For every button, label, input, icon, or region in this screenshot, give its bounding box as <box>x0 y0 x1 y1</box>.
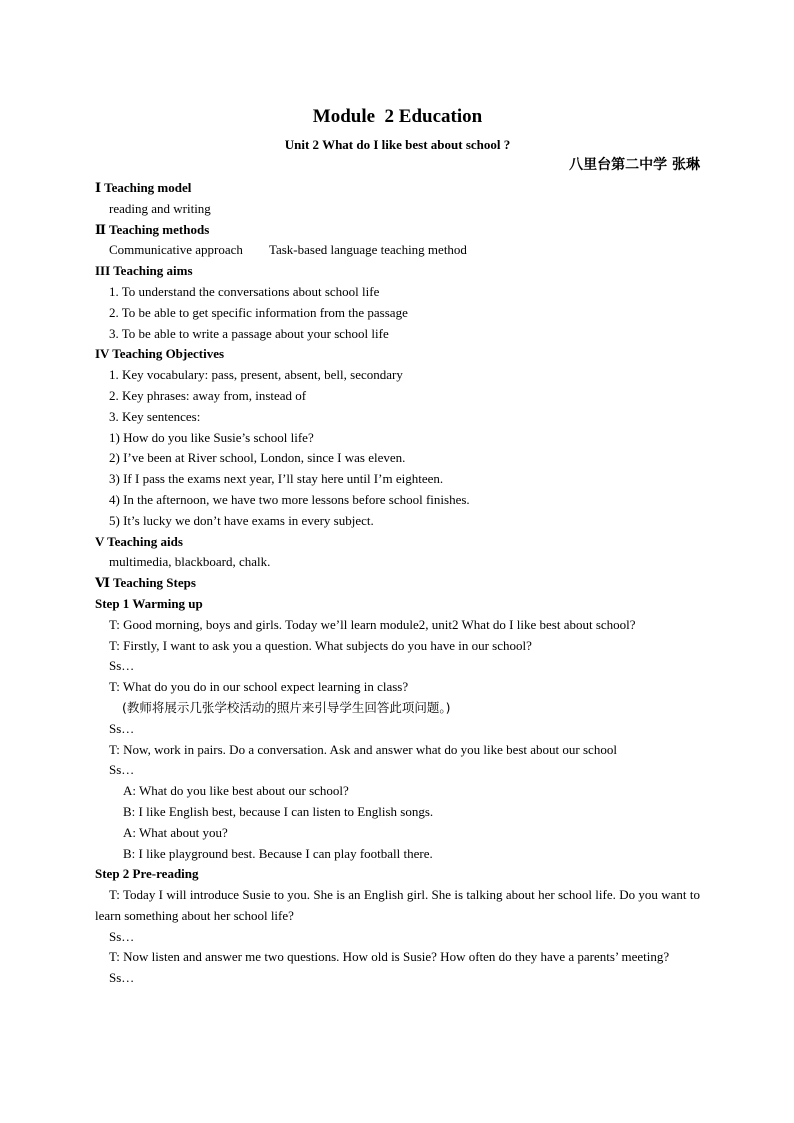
section-heading-teaching-aids: V Teaching aids <box>95 533 183 549</box>
teaching-aids-text: multimedia, blackboard, chalk. <box>109 554 271 570</box>
step1-line: Ss… <box>109 762 135 778</box>
dialogue-line: B: I like playground best. Because I can play football there. <box>123 845 433 861</box>
author-line: 八里台第二中学 张琳 <box>569 157 700 173</box>
step1-line: Ss… <box>109 658 135 674</box>
step1-line: T: What do you do in our school expect learning in class? <box>109 679 409 695</box>
aim-item: 3. To be able to write a passage about your school life <box>109 325 389 341</box>
document-page <box>95 104 700 989</box>
objective-item: 2. Key phrases: away from, instead of <box>109 387 307 403</box>
key-sentence: 4) In the afternoon, we have two more lessons before school finishes. <box>109 491 470 507</box>
document-title: Module 2 Education <box>312 106 483 127</box>
objective-item: 3. Key sentences: <box>109 408 201 424</box>
unit-subtitle: Unit 2 What do I like best about school ? <box>284 137 511 152</box>
step2-paragraph: T: Today I will introduce Susie to you. She is an English girl. She is talking about her school life. Do you want to learn something about her school life? <box>95 887 700 923</box>
aim-item: 2. To be able to get specific information from the passage <box>109 304 408 320</box>
step2-students-reply: Ss… <box>109 970 135 986</box>
teaching-model-text: reading and writing <box>109 200 211 216</box>
step1-line: T: Now, work in pairs. Do a conversation. Ask and answer what do you like best about our school <box>109 741 617 757</box>
step1-heading: Step 1 Warming up <box>95 595 203 611</box>
teaching-methods-text <box>95 240 700 261</box>
step1-line: T: Firstly, I want to ask you a question. What subjects do you have in our school? <box>109 637 532 653</box>
step1-line: Ss… <box>109 720 135 736</box>
key-sentence: 1) How do you like Susie’s school life? <box>109 429 314 445</box>
step2-students-reply: Ss… <box>109 928 135 944</box>
teaching-method-1: Communicative approach <box>109 242 243 258</box>
teacher-note: (教师将展示几张学校活动的照片来引导学生回答此项问题。) <box>122 699 451 715</box>
section-heading-teaching-aims: III Teaching aims <box>95 263 193 279</box>
key-sentence: 2) I’ve been at River school, London, since I was eleven. <box>109 450 406 466</box>
dialogue-line: A: What about you? <box>123 824 228 840</box>
section-heading-teaching-objectives: IV Teaching Objectives <box>95 346 225 362</box>
step2-heading: Step 2 Pre-reading <box>95 866 199 882</box>
objective-item: 1. Key vocabulary: pass, present, absent, bell, secondary <box>109 367 403 383</box>
aim-item: 1. To understand the conversations about school life <box>109 283 380 299</box>
section-heading-teaching-methods: Ⅱ Teaching methods <box>95 221 210 237</box>
section-heading-teaching-steps: Ⅵ Teaching Steps <box>95 575 196 591</box>
key-sentence: 3) If I pass the exams next year, I’ll stay here until I’m eighteen. <box>109 471 444 487</box>
teaching-method-2: Task-based language teaching method <box>268 242 467 258</box>
section-heading-teaching-model: Ⅰ Teaching model <box>95 180 192 195</box>
dialogue-line: A: What do you like best about our school? <box>123 783 349 799</box>
key-sentence: 5) It’s lucky we don’t have exams in every subject. <box>109 512 374 528</box>
step1-line: T: Good morning, boys and girls. Today we’ll learn module2, unit2 What do I like best about school? <box>109 616 636 632</box>
dialogue-line: B: I like English best, because I can listen to English songs. <box>123 803 434 819</box>
step2-paragraph: T: Now listen and answer me two questions. How old is Susie? How often do they have a parents’ meeting? <box>109 949 670 965</box>
